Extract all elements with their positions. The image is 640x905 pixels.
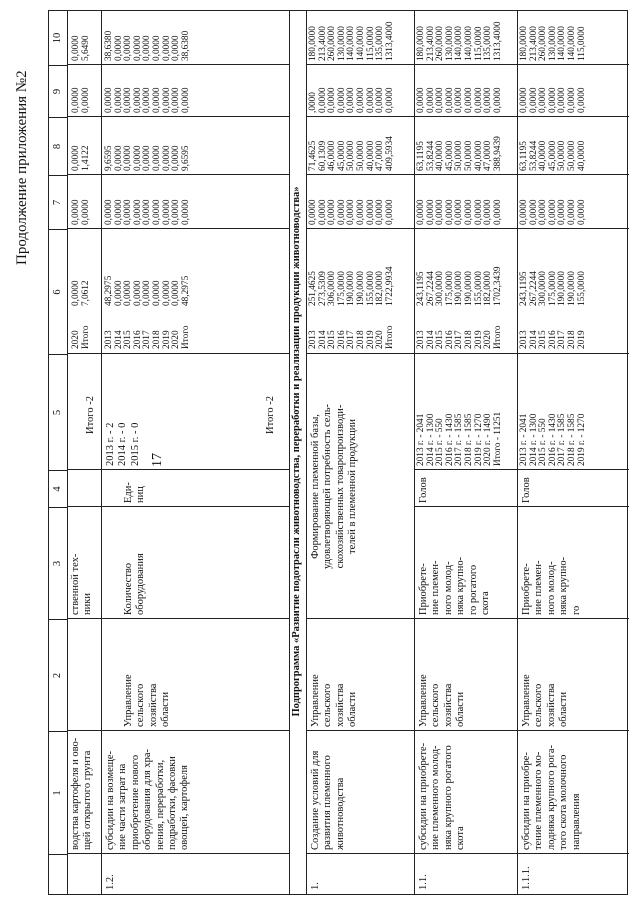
funding-local: 0,0000 0,0000 0,0000 0,0000 0,0000 0,0000 0,0000 0,0000 0,0000 [416, 87, 503, 113]
cont-federal: 0,0000 0,0000 [71, 199, 91, 225]
page-number: 17 [150, 453, 165, 467]
appendix-note: Продолжение приложения №2 [14, 70, 30, 265]
column-line [414, 469, 629, 470]
executor: Управление сельского хозяйства области [123, 674, 172, 727]
indicator: Количество оборудования [123, 553, 147, 615]
header-cell: 9 [49, 65, 67, 117]
indicator: Формирование племенной базы, удовлетворяющей потребность сель- скохозяйственных товаропроизводи- телей в племенной продукции [310, 404, 359, 570]
funding-total: 48,2975 0,0000 0,0000 0,0000 0,0000 0,0000 0,0000 0,0000 48,2975 [104, 275, 191, 306]
funding-total: 251,4625 273,5309 306,0000 175,0000 190,0000 190,0000 155,0000 182,0000 1722,9934 [308, 266, 395, 306]
funding-extra: 180,0000 213,4000 260,0000 130,0000 140,0000 140,0000 115,0000 [519, 26, 587, 61]
column-line [306, 730, 629, 731]
row-line [414, 11, 415, 894]
indicator: Приобрете- ние племен- ного молод- няка крупно- го рогатого скота [418, 556, 492, 615]
cont-units-total: Итого -2 [85, 396, 96, 434]
funding-extra: 180,0000 213,4000 260,0000 130,0000 140,0000 140,0000 115,0000 135,0000 1313,4000 [416, 21, 503, 61]
funding-regional: 71,4625 60,1309 46,0000 45,0000 50,0000 50,0000 40,0000 47,0000 409,5934 [308, 136, 395, 171]
row-line [101, 11, 102, 894]
header-cell: 7 [49, 175, 67, 229]
header-cell: 8 [49, 117, 67, 175]
executor: Управление сельского хозяйства области [310, 674, 359, 727]
cont-total: 0,0000 7,0612 [71, 280, 91, 306]
funding-regional: 63,1195 53,8244 40,0000 45,0000 50,0000 50,0000 40,0000 [519, 140, 587, 171]
table-header [49, 11, 68, 894]
column-line [306, 228, 629, 229]
funding-federal: 0,0000 0,0000 0,0000 0,0000 0,0000 0,0000 0,0000 [519, 199, 587, 225]
unit: Еди- ниц [123, 482, 147, 503]
row-number: 1.2. [105, 874, 116, 890]
funding-total: 243,1195 267,2244 300,0000 175,0000 190,0000 190,0000 155,0000 [519, 271, 587, 306]
row-line [306, 11, 307, 894]
cont-years: 2020 Итого [71, 325, 91, 349]
column-line [306, 353, 629, 354]
header-cell: 3 [49, 507, 67, 619]
column-line [306, 618, 629, 619]
measure-name: субсидии на приобрете- ние племенного молод- няка крупного рогатого скота [418, 742, 467, 850]
funding-federal: 0,0000 0,0000 0,0000 0,0000 0,0000 0,0000 0,0000 0,0000 0,0000 [308, 199, 395, 225]
funding-regional: 9,6595 0,0000 0,0000 0,0000 0,0000 0,0000 0,0000 0,0000 9,6595 [104, 145, 191, 171]
header-cell: 10 [52, 32, 63, 44]
funding-local: 0,0000 0,0000 0,0000 0,0000 0,0000 0,0000 0,0000 [519, 87, 587, 113]
measure-name: Создание условий для развития племенного животноводства [310, 750, 346, 850]
funding-federal: 0,0000 0,0000 0,0000 0,0000 0,0000 0,0000 0,0000 0,0000 0,0000 [416, 199, 503, 225]
column-line [414, 506, 629, 507]
years: 2013 2014 2015 2016 2017 2018 2019 2020 Итого [308, 325, 395, 349]
measure-name: субсидии на возмеще- ние части затрат на приобретение нового оборудования для хра- нения, переработки, подработки, фасовки овощей, картофеля [105, 748, 191, 850]
values-by-year: 2013 г. - 2041 2014 г. - 1300 2015 г. - 550 2016 г. - 1430 2017 г. - 1585 2018 г. - 1585 2019 г. - 1270 2020 г. - 1490 Итого - 11251 [416, 411, 503, 466]
cont-local: 0,0000 0,0000 [71, 87, 91, 113]
funding-local: 0,0000 0,0000 0,0000 0,0000 0,0000 0,0000 0,0000 0,0000 0,0000 [104, 87, 191, 113]
header-cell: 4 [49, 470, 67, 507]
column-line [306, 174, 629, 175]
cont-name: водства картофеля и ово- щей открытого грунта [70, 737, 94, 850]
values-by-year: 2013 г. - 2041 2014 г. - 1300 2015 г. - 550 2016 г. - 1430 2017 г. - 1585 2018 г. - 1585 2019 г. - 1270 [519, 413, 587, 466]
measure-name: субсидии на приобре- тение племенного мо- лодняка крупного рога- того скота молочного направления [521, 744, 582, 850]
funding-total: 243,1195 267,2244 300,0000 175,0000 190,0000 190,0000 155,0000 182,0000 1702,3439 [416, 266, 503, 306]
years: 2013 2014 2015 2016 2017 2018 2019 [519, 330, 587, 349]
unit: Голов [418, 477, 429, 503]
executor: Управление сельского хозяйства области [418, 674, 467, 727]
executor: Управление сельского хозяйства области [521, 674, 570, 727]
funding-extra: 180,0000 213,4000 260,0000 130,0000 140,0000 140,0000 115,0000 135,0000 1313,4000 [308, 21, 395, 61]
funding-extra: 38,6380 0,0000 0,0000 0,0000 0,0000 0,0000 0,0000 0,0000 38,6380 [104, 30, 191, 61]
cont-regional: 0,0000 1,4122 [71, 145, 91, 171]
row-line [517, 11, 518, 894]
values-by-year: 2013 г. - 2 2014 г. - 0 2015 г. - 0 [105, 422, 141, 466]
years: 2013 2014 2015 2016 2017 2018 2019 2020 Итого [104, 325, 191, 349]
funding-local: ,0000 0,0000 0,0000 0,0000 0,0000 0,0000 0,0000 0,0000 0,0000 [308, 87, 395, 113]
header-cell: 5 [49, 354, 67, 470]
subprogram-title: Подпрограмма «Развитие подотрасли животноводства, переработки и реализации продукции животноводства» [291, 186, 302, 717]
header-cell: 2 [49, 619, 67, 731]
funding-federal: 0,0000 0,0000 0,0000 0,0000 0,0000 0,0000 0,0000 0,0000 0,0000 [104, 199, 191, 225]
cont-extra: 0,0000 5,6490 [71, 35, 91, 61]
indicator: Приобрете- ние племен- ного молод- няка крупно- го [521, 556, 582, 615]
column-line [306, 116, 629, 117]
row-number: 1.1.1. [521, 866, 532, 890]
header-cell [49, 854, 67, 894]
years: 2013 2014 2015 2016 2017 2018 2019 2020 Итого [416, 325, 503, 349]
header-cell: 6 [49, 229, 67, 354]
values-total: Итого -2 [265, 396, 276, 434]
row-line [289, 11, 290, 894]
header-cell: 1 [49, 731, 67, 854]
program-table [48, 10, 628, 895]
row-number: 1.1. [418, 874, 429, 890]
column-line [306, 853, 629, 854]
funding-regional: 63,1195 53,8244 40,0000 45,0000 50,0000 50,0000 40,0000 47,0000 388,9439 [416, 136, 503, 171]
cont-indicator: ственной тех- ники [70, 553, 94, 615]
unit: Голов [521, 477, 532, 503]
column-line [306, 64, 629, 65]
row-number: 1. [310, 882, 321, 890]
